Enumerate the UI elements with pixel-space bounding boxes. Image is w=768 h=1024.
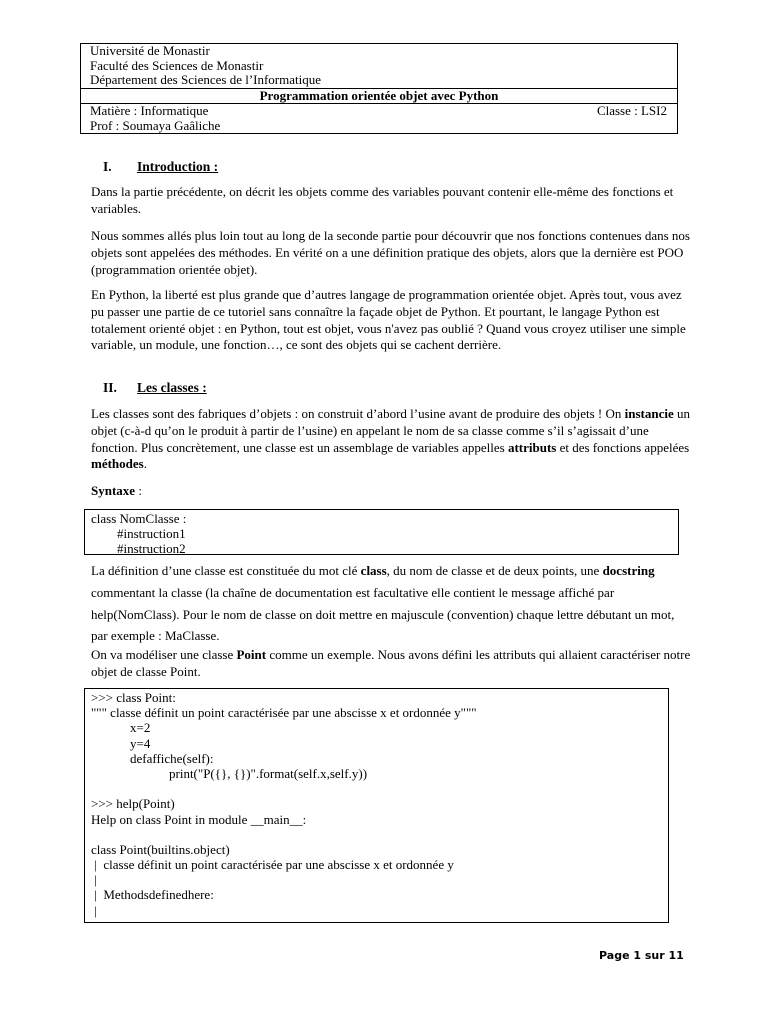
code-line: |: [91, 872, 97, 888]
section-heading-introduction: [103, 159, 218, 175]
code-line: |: [91, 902, 97, 918]
syntax-line: #instruction2: [91, 541, 186, 557]
page-number: Page 1 sur 11: [599, 949, 684, 962]
classes-paragraph-3: On va modéliser une classe Point comme un exemple. Nous avons défini les attributs qui allaient caractériser notre objet de classe Point.: [91, 647, 691, 679]
section-heading-classes: [103, 380, 207, 396]
subject: Matière : Informatique: [90, 103, 209, 118]
header-table: [80, 43, 678, 134]
professor: Prof : Soumaya Gaâliche: [90, 117, 221, 133]
course-title: Programmation orientée objet avec Python: [81, 88, 678, 104]
section-title: Les classes :: [137, 380, 207, 395]
code-line: y=4: [91, 735, 151, 751]
department: Département des Sciences de l’Informatique: [90, 72, 322, 87]
faculty: Faculté des Sciences de Monastir: [90, 57, 264, 73]
code-line: >>> class Point:: [91, 690, 176, 705]
intro-paragraph-3: En Python, la liberté est plus grande que d’autres langage de programmation orientée objet. Après tout, vous avez pu passer une partie de ce tutoriel sans connaître la façade objet de Python. Et pourtant, le langage Python est totalement orienté objet : en Python, tout est objet, vous n'avez pas oublié ? Quand vous croyez utiliser une simple variable, un module, une fonction…, ce sont des objets qui se cachent derrière.: [91, 287, 686, 353]
university: Université de Monastir: [90, 43, 210, 58]
code-line: """ classe définit un point caractérisée par une abscisse x et ordonnée y""": [91, 705, 477, 721]
syntax-label: Syntaxe :: [91, 483, 142, 498]
intro-paragraph-1: Dans la partie précédente, on décrit les objets comme des variables pouvant contenir elle-même des fonctions et variables.: [91, 184, 674, 216]
class-label: Classe : LSI2: [596, 103, 667, 118]
code-line: >>> help(Point): [91, 796, 175, 812]
intro-paragraph-2: Nous sommes allés plus loin tout au long de la seconde partie pour découvrir que nos fonctions contenues dans nos objets sont appelées des méthodes. En vérité on a une définition pratique des objets, alors que la dernière est POO (programmation orientée objet).: [91, 228, 690, 277]
syntax-line: #instruction1: [91, 526, 186, 542]
code-line: defaffiche(self):: [91, 750, 214, 766]
classes-paragraph-2: La définition d’une classe est constituée du mot clé class, du nom de classe et de deux points, une docstring commentant la classe (la chaîne de documentation est facultative elle contient le message affiché par help(NomClass). Pour le nom de classe on doit mettre en majuscule (convention) chaque lettre débutant un mot, par exemple : MaClasse.: [91, 563, 675, 644]
syntax-box: [84, 509, 679, 555]
code-line: print("P({}, {})".format(self.x,self.y)): [91, 765, 368, 781]
section-number: II.: [103, 380, 117, 395]
classes-paragraph-1: Les classes sont des fabriques d’objets : on construit d’abord l’usine avant de produire des objets ! On instancie un objet (c-à-d qu’on le produit à partir de l’usine) en appelant le nom de sa classe comme s’il s’agissait d’une fonction. Plus concrètement, une classe est un assemblage de variables appelles attributs et des fonctions appelées méthodes.: [91, 406, 690, 472]
code-line: Help on class Point in module __main__:: [91, 811, 307, 827]
section-number: I.: [103, 159, 112, 174]
code-line: x=2: [91, 720, 151, 736]
code-line: [91, 781, 668, 796]
section-title: Introduction :: [137, 159, 219, 174]
code-box: [84, 688, 669, 923]
syntax-line: class NomClasse :: [91, 511, 187, 526]
code-line: | classe définit un point caractérisée par une abscisse x et ordonnée y: [91, 857, 454, 873]
code-line: | Methodsdefinedhere:: [91, 887, 214, 903]
code-line: class Point(builtins.object): [91, 841, 230, 857]
code-line: [91, 827, 668, 842]
